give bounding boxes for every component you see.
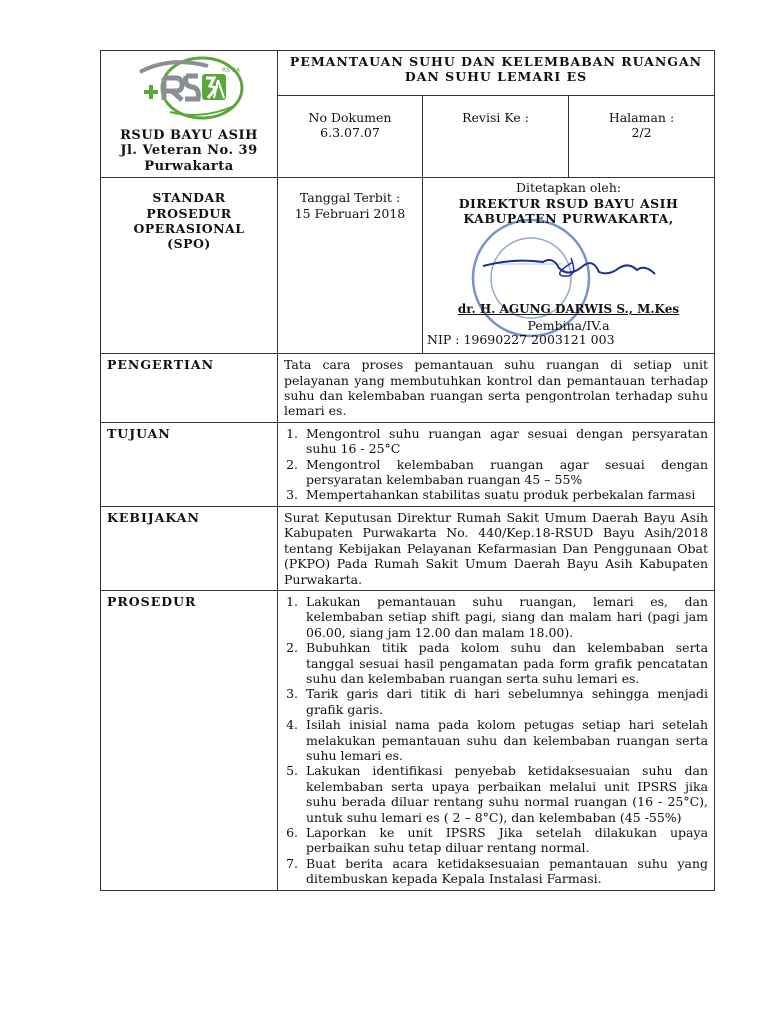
tujuan-label: TUJUAN — [101, 422, 278, 506]
spo-type-line4: (SPO) — [167, 236, 211, 252]
approver-title-line2: KABUPATEN PURWAKARTA, — [463, 211, 674, 227]
hospital-address: Jl. Veteran No. 39 — [120, 143, 258, 159]
revision-label: Revisi Ke : — [462, 109, 529, 125]
hospital-city: Purwakarta — [144, 158, 234, 174]
document-title-cell — [278, 51, 715, 96]
kebijakan-text: Surat Keputusan Direktur Rumah Sakit Umum Daerah Bayu Asih Kabupaten Purwakarta No. 440/Kep.18-RSUD Bayu Asih/2018 tentang Kebijakan Pelayanan Kefarmasian Dan Penggunaan Obat (PKPO) Pada Rumah Sakit Umum Daerah Bayu Asih Kabupaten Purwakarta. — [278, 506, 715, 590]
signer-rank: Pembina/IV.a — [527, 318, 610, 334]
document-title-line2: DAN SUHU LEMARI ES — [404, 69, 588, 85]
revision-cell — [423, 95, 569, 178]
list-item: 2. Mengontrol kelembaban ruangan agar sesuai dengan persyaratan kelembaban ruangan 45 – 55% — [302, 457, 708, 488]
list-item: 7. Buat berita acara ketidaksesuaian pemantauan suhu yang ditembuskan kepada Kepala Instalasi Farmasi. — [302, 856, 708, 887]
spo-table — [100, 50, 715, 891]
signer-nip: NIP : 19690227 2003121 003 — [427, 332, 615, 348]
approved-by-label: Ditetapkan oleh: — [515, 180, 622, 196]
doc-number-cell — [278, 95, 423, 178]
pengertian-label: PENGERTIAN — [101, 354, 278, 423]
prosedur-cell — [278, 590, 715, 890]
list-item: 6. Laporkan ke unit IPSRS Jika setelah dilakukan upaya perbaikan suhu tetap diluar rentang normal. — [302, 825, 708, 856]
doc-number-value: 6.3.07.07 — [320, 125, 380, 141]
tujuan-list — [284, 426, 708, 503]
hospital-name: RSUD BAYU ASIH — [120, 128, 258, 143]
hospital-identity-cell — [101, 51, 278, 178]
logo-text: RS 3A — [222, 67, 240, 74]
list-item: 1. Lakukan pemantauan suhu ruangan, lemari es, dan kelembaban setiap shift pagi, siang dan malam hari (pagi jam 06.00, siang jam 12.00 dan malam 18.00). — [302, 594, 708, 640]
pengertian-text: Tata cara proses pemantauan suhu ruangan di setiap unit pelayanan yang membutuhkan kontrol dan pemantauan terhadap suhu dan kelembaban ruangan serta pengontrolan terhadap suhu lemari es. — [278, 354, 715, 423]
issued-date-value: 15 Februari 2018 — [294, 205, 406, 221]
prosedur-list — [284, 594, 708, 887]
doc-number-label: No Dokumen — [308, 109, 392, 125]
document-title-line1: PEMANTAUAN SUHU DAN KELEMBABAN RUANGAN — [289, 54, 703, 69]
list-item: 3. Tarik garis dari titik di hari sebelumnya sehingga menjadi grafik garis. — [302, 686, 708, 717]
signer-name: dr. H. AGUNG DARWIS S., M.Kes — [457, 302, 680, 317]
spo-type-line1: STANDAR — [152, 190, 226, 206]
spo-type-line2: PROSEDUR — [146, 205, 232, 221]
page-cell — [569, 95, 715, 178]
list-item: 4. Isilah inisial nama pada kolom petugas setiap hari setelah melakukan pemantauan suhu dan kelembaban ruangan serta suhu lemari es. — [302, 717, 708, 763]
page-label: Halaman : — [608, 109, 675, 125]
list-item: 3. Mempertahankan stabilitas suatu produk perbekalan farmasi — [302, 487, 708, 502]
spo-type-cell — [101, 178, 278, 354]
approval-cell — [423, 178, 715, 354]
list-item: 1. Mengontrol suhu ruangan agar sesuai dengan persyaratan suhu 16 - 25°C — [302, 426, 708, 457]
list-item: 2. Bubuhkan titik pada kolom suhu dan kelembaban serta tanggal sesuai hasil pengamatan pada form grafik pencatatan suhu dan kelembaban ruangan serta suhu lemari es. — [302, 640, 708, 686]
issued-date-cell — [278, 178, 423, 354]
approver-title-line1: DIREKTUR RSUD BAYU ASIH — [458, 195, 679, 211]
hospital-logo — [130, 54, 248, 124]
issued-date-label: Tanggal Terbit : — [299, 190, 401, 206]
page-value: 2/2 — [631, 125, 652, 141]
prosedur-label: PROSEDUR — [101, 590, 278, 890]
list-item: 5. Lakukan identifikasi penyebab ketidaksesuaian suhu dan kelembaban serta upaya perbaikan melalui unit IPSRS jika suhu berada diluar rentang suhu normal ruangan (16 - 25°C), untuk suhu lemari es ( 2 – 8°C), dan kelembaban (45 -55%) — [302, 763, 708, 825]
tujuan-cell — [278, 422, 715, 506]
kebijakan-label: KEBIJAKAN — [101, 506, 278, 590]
spo-type-line3: OPERASIONAL — [133, 221, 245, 237]
